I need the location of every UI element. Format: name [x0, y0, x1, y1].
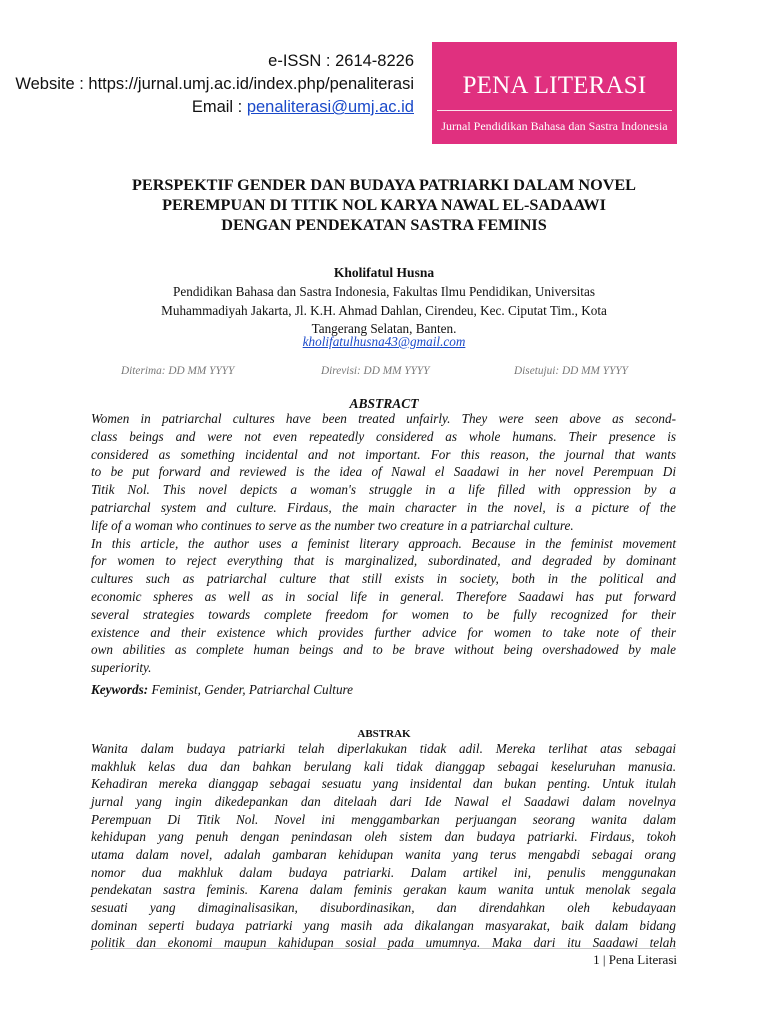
journal-email-link[interactable]: penaliterasi@umj.ac.id: [246, 98, 414, 116]
abstract-line: several strategies towards complete freedom for women to be fully recognized for their: [91, 606, 676, 622]
keywords: [91, 682, 353, 698]
author-email-link[interactable]: kholifatulhusna43@gmail.com: [302, 334, 466, 349]
email-row: [15, 96, 414, 119]
website-row: [15, 73, 414, 96]
abstract-line: considered as something incidental and not important. For this reason, the journal that wants: [91, 446, 676, 462]
journal-logo-banner: [432, 42, 677, 144]
abstrak-line: pendekatan sastra feminis. Karena dalam feminis gerakan kaum wanita untuk menolak segala: [91, 882, 676, 898]
date-received: Diterima: DD MM YYYY: [121, 365, 235, 377]
abstract-line: In this article, the author uses a feminist literary approach. Because in the feminist movement: [91, 535, 676, 551]
abstract-line: patriarchal system and culture. Firdaus, the main character in the novel, is a picture of the: [91, 499, 676, 515]
date-approved: Disetujui: DD MM YYYY: [514, 365, 628, 377]
abstract-line: own abilities as complete human beings and to be brave without being overshadowed by male: [91, 642, 676, 658]
abstrak-line: jurnal yang ingin dikedepankan dan ditelaah dari Ide Nawal el Saadawi dalam novelnya: [91, 793, 676, 809]
abstract-line: class beings and were not even repeatedly considered as whole humans. Their presence is: [91, 428, 676, 444]
footer-divider: [91, 948, 676, 949]
abstract-line: economic spheres as well as in social life in general. Therefore Saadawi has put forward: [91, 588, 676, 604]
title-line: PEREMPUAN DI TITIK NOL KARYA NAWAL EL-SADAAWI: [162, 196, 606, 214]
abstract-english: [91, 410, 676, 677]
author-name: Kholifatul Husna: [333, 265, 435, 280]
affiliation-line: Tangerang Selatan, Banten.: [311, 321, 457, 336]
abstrak-line: Perempuan Di Titik Nol. Novel ini menggambarkan perjuangan seorang wanita dalam: [91, 811, 676, 827]
abstrak-line: nomor dua makhluk dalam budaya patriarki. Dalam artikel ini, penulis menggunakan: [91, 864, 676, 880]
website-url: https://jurnal.umj.ac.id/index.php/penaliterasi: [88, 75, 414, 93]
journal-tagline: Jurnal Pendidikan Bahasa dan Sastra Indonesia: [441, 119, 668, 133]
abstract-heading: ABSTRACT: [349, 396, 419, 411]
abstract-line: superiority.: [91, 660, 152, 676]
abstract-line: to be put forward and reviewed is the idea of Nawal el Saadawi in her novel Perempuan Di: [91, 464, 676, 480]
abstract-line: Women in patriarchal cultures have been treated unfairly. They were seen above as second-: [91, 411, 676, 426]
abstract-line: for women to reject everything that is marginalized, subordinated, and degraded by dominant: [91, 553, 676, 569]
abstrak-line: sesuati yang dimaginalisasikan, disubordinasikan, dan direndahkan oleh kebudayaan: [91, 899, 676, 915]
banner-divider: [437, 110, 672, 111]
abstrak-line: makhluk kelas dua dan bahkan berulang kali tidak dianggap sebagai keseluruhan manusia.: [91, 758, 676, 774]
keywords-label: Keywords:: [91, 682, 149, 697]
author-affiliation: [90, 283, 678, 339]
abstract-line: Titik Nol. This novel depicts a woman's struggle in a life filled with oppression by a: [91, 482, 676, 498]
article-title: [60, 175, 708, 235]
abstract-line: existence and their existence which provides further advice for women to take note of their: [91, 624, 676, 640]
abstrak-line: kehidupan yang penuh dengan penindasan oleh sistem dan budaya patriarki. Firdaus, tokoh: [91, 829, 676, 845]
date-revised: Direvisi: DD MM YYYY: [321, 365, 430, 377]
journal-name: PENA LITERASI: [462, 72, 647, 99]
abstrak-heading: ABSTRAK: [357, 728, 411, 740]
website-label: Website :: [15, 75, 89, 93]
abstrak-line: politik dan ekonomi maupun kahidupan sosial pada umumnya. Maka dari itu Saadawi telah: [91, 935, 676, 951]
journal-header-info: [15, 50, 414, 119]
abstrak-line: utama dalam novel, adalah gambaran kehidupan wanita yang terus mengabdi sebagai orang: [91, 846, 676, 862]
abstract-line: cultures such as patriarchal culture that still exists in society, both in the political and: [91, 571, 676, 587]
title-line: DENGAN PENDEKATAN SASTRA FEMINIS: [221, 216, 547, 234]
title-line: PERSPEKTIF GENDER DAN BUDAYA PATRIARKI DALAM NOVEL: [132, 176, 636, 194]
abstract-indonesian: [91, 740, 676, 952]
abstrak-line: dominan seperti budaya patriarki yang masih ada dikalangan masyarakat, baik dalam bidang: [91, 917, 676, 933]
abstrak-line: Kehadiran mereka dianggap sebagai sesuatu yang insidental dan bukan penting. Untuk itulah: [91, 776, 676, 792]
page-footer: 1 | Pena Literasi: [593, 952, 677, 967]
abstrak-line: Wanita dalam budaya patriarki telah diperlakukan tidak adil. Mereka terlihat atas sebagai: [91, 741, 676, 756]
email-label: Email :: [191, 98, 247, 116]
issn-text: e-ISSN : 2614-8226: [268, 52, 414, 70]
keywords-text: Feminist, Gender, Patriarchal Culture: [148, 682, 354, 697]
abstract-line: life of a woman who continues to serve as the number two creature in a patriarchal culture.: [91, 517, 574, 533]
affiliation-line: Pendidikan Bahasa dan Sastra Indonesia, Fakultas Ilmu Pendidikan, Universitas: [173, 284, 595, 299]
affiliation-line: Muhammadiyah Jakarta, Jl. K.H. Ahmad Dahlan, Cirendeu, Kec. Ciputat Tim., Kota: [161, 302, 607, 318]
